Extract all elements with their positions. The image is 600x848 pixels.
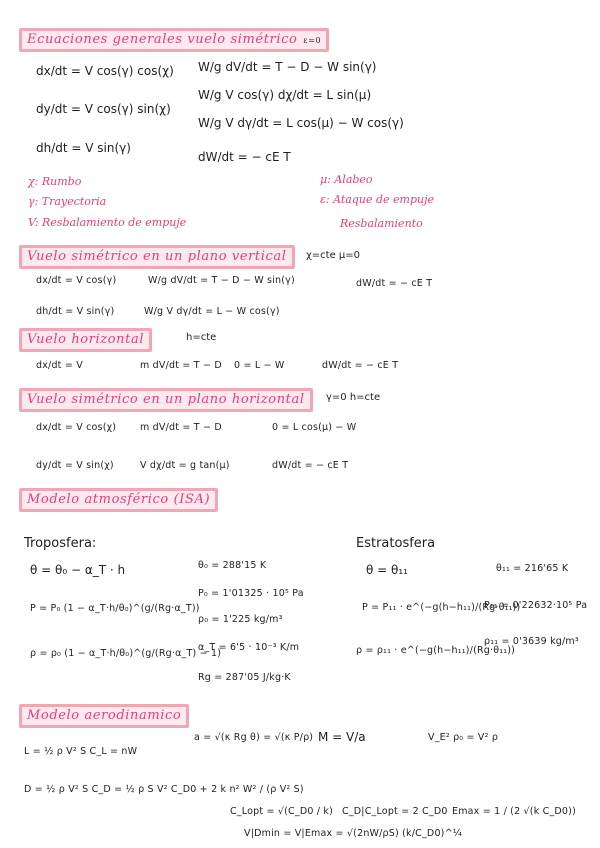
aero-eq-cd-opt: C_D|C_Lopt = 2 C_D0 [342,806,448,817]
isa-const-theta0: θ₀ = 288'15 K [198,560,267,571]
strato-const-rho11: ρ₁₁ = 0'3639 kg/m³ [484,636,579,647]
horizontal-eq-4: dW/dt = − cE T [322,360,399,371]
tropo-eq-2: P = P₀ (1 − α_T·h/θ₀)^(g/(Rg·α_T)) [30,603,200,614]
strato-eq-1: θ = θ₁₁ [366,563,408,577]
vertical-eq-3: dW/dt = − cE T [356,278,433,289]
section-title-isa [19,488,218,512]
aero-eq-mach: M = V/a [318,730,366,744]
aero-eq-drag: D = ½ ρ V² S C_D = ½ ρ S V² C_D0 + 2 k n² W² / (ρ V² S) [24,784,304,795]
horizontal-eq-2: m dV/dt = T − D [140,360,222,371]
hplane-eq-5: V dχ/dt = g tan(μ) [140,460,230,471]
strato-const-theta11: θ₁₁ = 216'65 K [496,563,569,574]
hplane-eq-1: dx/dt = V cos(χ) [36,422,117,433]
isa-const-p0: P₀ = 1'01325 · 10⁵ Pa [198,588,304,599]
estratosfera-label: Estratosfera [356,536,436,551]
isa-const-rho0: ρ₀ = 1'225 kg/m³ [198,614,283,625]
aero-eq-emax: Emax = 1 / (2 √(k C_D0)) [452,806,576,817]
isa-const-rg: Rg = 287'05 J/kg·K [198,672,291,683]
hplane-eq-2: m dV/dt = T − D [140,422,222,433]
section-title-vertical-text: Vuelo simétrico en un plano vertical [27,249,287,264]
legend-resbalamiento-empuje: V: Resbalamiento de empuje [28,216,187,229]
aero-eq-v-dmin: V|Dmin = V|Emax = √(2nW/ρS) (k/C_D0)^¼ [244,828,463,839]
strato-const-p11: P₁₁ = 0'22632·10⁵ Pa [484,600,588,611]
troposfera-label: Troposfera: [24,536,97,551]
general-eq-right-3: W/g V dγ/dt = L cos(μ) − W cos(γ) [198,116,404,130]
general-eq-left-1: dx/dt = V cos(γ) cos(χ) [36,64,174,78]
hplane-eq-6: dW/dt = − cE T [272,460,349,471]
legend-ataque-empuje: ε: Ataque de empuje [320,193,435,206]
general-eq-right-4: dW/dt = − cE T [198,150,291,164]
tropo-eq-1: θ = θ₀ − α_T · h [30,563,126,577]
vertical-eq-5: W/g V dγ/dt = L − W cos(γ) [144,306,280,317]
general-eq-left-2: dy/dt = V cos(γ) sin(χ) [36,102,171,116]
aero-eq-sound-speed: a = √(κ Rg θ) = √(κ P/ρ) [194,732,314,743]
section-title-hplane-text: Vuelo simétrico en un plano horizontal [27,392,305,407]
section-title-horizontal-text: Vuelo horizontal [27,332,145,347]
legend-rumbo: χ: Rumbo [28,175,82,188]
legend-trayectoria: γ: Trayectoria [28,195,107,208]
aero-eq-equivalent-speed: V_E² ρ₀ = V² ρ [428,732,499,743]
section-title-aero-text: Modelo aerodinamico [27,708,182,723]
section-title-isa-text: Modelo atmosférico (ISA) [27,492,211,507]
strato-eq-2: P = P₁₁ · e^(−g(h−h₁₁)/(Rg·θ₁₁)) [362,602,521,613]
general-eq-left-3: dh/dt = V sin(γ) [36,141,131,155]
horizontal-eq-3: 0 = L − W [234,360,285,371]
section-title-horizontal [19,328,152,352]
general-eq-right-2: W/g V cos(γ) dχ/dt = L sin(μ) [198,88,372,102]
vertical-eq-2: W/g dV/dt = T − D − W sin(γ) [148,275,295,286]
section-title-general [19,28,329,52]
section-title-vertical [19,245,295,269]
legend-alabeo: μ: Alabeo [320,173,373,186]
tropo-eq-3: ρ = ρ₀ (1 − α_T·h/θ₀)^(g/(Rg·α_T) − 1) [30,648,222,659]
hplane-conditions: γ=0 h=cte [326,392,381,403]
section-title-general-extra: ε=0 [303,36,322,45]
hplane-eq-3: 0 = L cos(μ) − W [272,422,357,433]
legend-resbalamiento: Resbalamiento [340,217,423,230]
section-title-general-text: Ecuaciones generales vuelo simétrico [27,32,298,47]
section-title-hplane [19,388,313,412]
aero-eq-cl-opt: C_Lopt = √(C_D0 / k) [230,806,334,817]
strato-eq-3: ρ = ρ₁₁ · e^(−g(h−h₁₁)/(Rg·θ₁₁)) [356,645,516,656]
isa-const-alpha: α_T = 6'5 · 10⁻³ K/m [198,642,300,653]
hplane-eq-4: dy/dt = V sin(χ) [36,460,114,471]
vertical-eq-4: dh/dt = V sin(γ) [36,306,115,317]
horizontal-eq-1: dx/dt = V [36,360,83,371]
section-title-aero [19,704,189,728]
vertical-conditions: χ=cte μ=0 [306,250,361,261]
vertical-eq-1: dx/dt = V cos(γ) [36,275,117,286]
horizontal-conditions: h=cte [186,332,217,343]
aero-eq-lift: L = ½ ρ V² S C_L = nW [24,746,138,757]
general-eq-right-1: W/g dV/dt = T − D − W sin(γ) [198,60,377,74]
